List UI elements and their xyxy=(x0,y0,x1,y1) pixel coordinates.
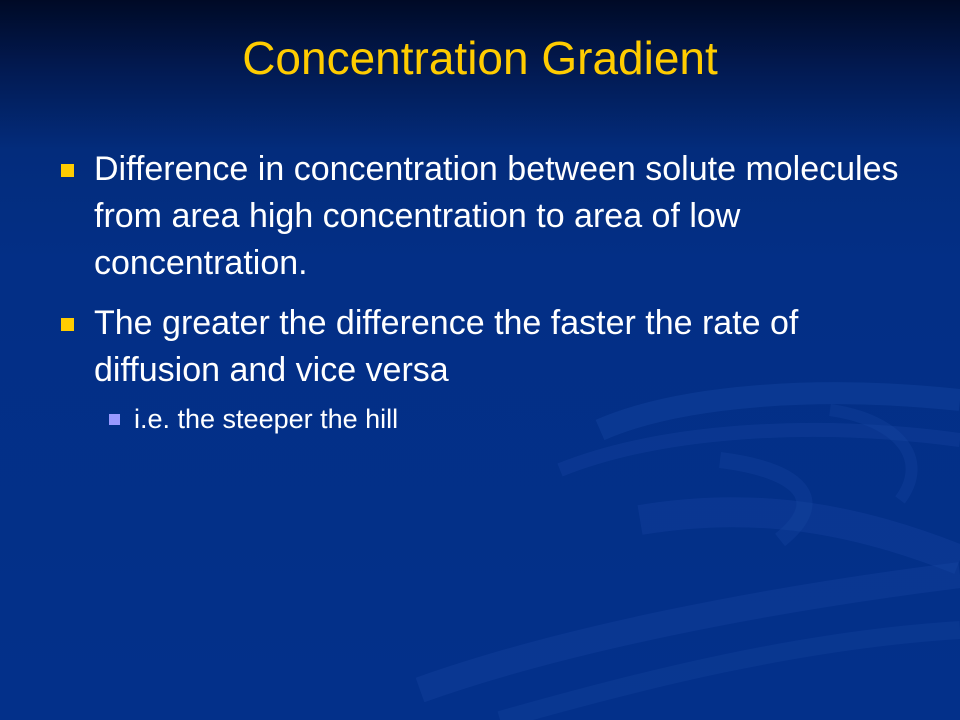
square-bullet-icon xyxy=(61,164,74,177)
bullet-item xyxy=(58,146,918,287)
sub-bullet-list xyxy=(94,400,918,438)
bullet-text: The greater the difference the faster the rate of diffusion and vice versa xyxy=(94,304,799,389)
bullet-item xyxy=(58,300,918,438)
sub-bullet-text: i.e. the steeper the hill xyxy=(134,404,399,434)
square-sub-bullet-icon xyxy=(109,414,120,425)
bullet-list xyxy=(58,146,918,451)
slide-title: Concentration Gradient xyxy=(242,32,718,84)
bullet-text: Difference in concentration between solute molecules from area high concentration to area of low concentration. xyxy=(94,150,899,282)
square-bullet-icon xyxy=(61,318,74,331)
sub-bullet-item xyxy=(94,400,918,438)
